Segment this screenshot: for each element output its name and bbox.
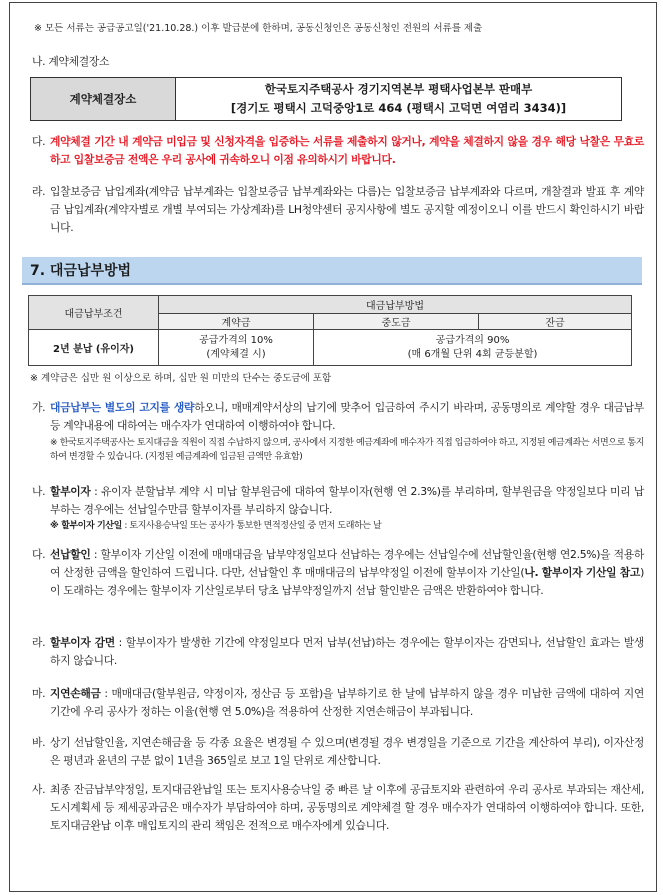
- contract-place-line2: [경기도 평택시 고덕중앙1로 464 (평택시 고덕면 여염리 3434)]: [230, 101, 567, 115]
- item-note: [50, 519, 644, 533]
- item-marker: 라.: [32, 185, 46, 198]
- item-marker: 라.: [32, 636, 46, 649]
- contract-place-line1: 한국토지주택공사 경기지역본부 평택사업본부 판매부: [264, 82, 533, 96]
- item-marker: 가.: [32, 401, 46, 414]
- remaining-line1: 공급가격의 90%: [435, 334, 510, 346]
- item-text: : 할부이자가 발생한 기간에 약정일보다 먼저 납부(선납)하는 경우에는 할부이자는 감면되나, 선납할인 효과는 발생하지 않습니다.: [50, 636, 644, 667]
- contract-place-header: 계약체결장소: [31, 78, 176, 121]
- item-text: 입찰보증금 납입계좌(계약금 납부계좌는 입찰보증금 납부계좌와는 다름)는 입찰보증금 납부계좌와 다르며, 개찰결과 발표 후 계약금 납입계좌(계약자별로 개별 부여되는 가상계좌)를 LH청약센터 공지사항에 별도 공지할 예정이오니 이를 반드시 확인하시기 바랍니다.: [50, 185, 644, 234]
- item-text: 최종 잔금납부약정일, 토지대금완납일 또는 토지사용승낙일 중 빠른 날 이후에 공급토지와 관련하여 우리 공사로 부과되는 재산세, 도시계획세 등 제세공과금은 매수자가 부담하여야 하며, 공동명의로 계약체결 할 경우 매수자가 연대하여 이행하여야 합니다. 또한, 토지대금완납 이후 매입토지의 관리 책임은 전적으로 매수자에게 있습니다.: [50, 783, 644, 832]
- item-ra2: [32, 634, 644, 670]
- item-marker: 마.: [32, 687, 46, 700]
- item-text: : 유이자 분할납부 계약 시 미납 할부원금에 대하여 할부이자(현행 연 2.3%)를 부리하며, 할부원금을 약정일보다 미리 납부하는 경우에는 선납일수만큼 할부이자를 부리하지 않습니다.: [50, 485, 644, 516]
- item-marker: 다.: [32, 548, 46, 561]
- item-term: 할부이자: [50, 485, 91, 498]
- document-notice-text: ※ 모든 서류는 공급공고일('21.10.28.) 이후 발급분에 한하며, 공동신청인은 공동신청인 전원의 서류를 제출: [34, 23, 483, 34]
- table-note-text: ※ 계약금은 십만 원 이상으로 하며, 십만 원 미만의 단수는 중도금에 포함: [30, 373, 332, 384]
- item-note-text: : 토지사용승낙일 또는 공사가 통보한 면적정산일 중 먼저 도래하는 날: [121, 521, 382, 531]
- item-ga: [32, 399, 644, 464]
- item-marker: 다.: [32, 135, 46, 148]
- item-na2: [32, 483, 644, 533]
- item-ba: [32, 734, 644, 770]
- item-ra: [32, 183, 644, 237]
- item-term: 지연손해금: [50, 687, 101, 700]
- payment-method-table: [28, 295, 632, 366]
- item-marker: 나.: [32, 485, 46, 498]
- payment-condition-cell: 2년 분납 (유이자): [29, 330, 159, 366]
- subheader-interim: 중도금: [314, 314, 479, 330]
- item-ma: [32, 685, 644, 721]
- document-notice: [34, 21, 644, 36]
- item-term: 선납할인: [50, 548, 91, 561]
- item-text-a: : 할부이자 기산일 이전에 매매대금을 납부약정일보다 선납하는 경우에는 선납일수에 선납할인율(현행 연2.5%)을 적용하여 산정한 금액을 할인하여 드립니다. 다만, 선납할인 후 매매대금의 납부약정일 이전에 할부이자 기산일(: [50, 548, 644, 579]
- subheader-deposit: 계약금: [159, 314, 314, 330]
- item-text: 하오니, 매매계약서상의 납기에 맞추어 입금하여 주시기 바라며, 공동명의로 계약할 경우 대금납부 등 계약내용에 대하여는 매수자가 연대하여 이행하여야 합니다.: [50, 401, 644, 432]
- item-marker: 사.: [32, 783, 46, 796]
- item-text: : 매매대금(할부원금, 약정이자, 정산금 등 포함)을 납부하기로 한 날에 납부하지 않을 경우 미납한 금액에 대하여 지연기간에 우리 공사가 정하는 이율(현행 연 5.0%)을 적용하여 산정한 지연손해금이 부과됩니다.: [50, 687, 644, 718]
- contract-place-table: [30, 77, 622, 121]
- contract-place-heading: [32, 53, 109, 71]
- document-page: [9, 2, 657, 892]
- payment-condition-header: 대금납부조건: [29, 296, 159, 330]
- remaining-cell: [314, 330, 632, 366]
- table-note: [30, 371, 640, 386]
- contract-place-value: [176, 78, 622, 121]
- item-marker: 바.: [32, 736, 46, 749]
- section-heading: 7. 대금납부방법: [22, 257, 642, 285]
- item-text-b: )이 도래하는 경우에는 할부이자 기산일로부터 당초 납부약정일까지 선납 할인받은 금액은 반환하여야 합니다.: [50, 566, 644, 597]
- item-highlight: 대금납부는 별도의 고지를 생략: [50, 401, 195, 414]
- deposit-line1: 공급가격의 10%: [199, 334, 273, 346]
- item-da2: [32, 546, 644, 600]
- item-note: ※ 한국토지주택공사는 토지대금을 직원이 직접 수납하지 않으며, 공사에서 지정한 예금계좌에 매수자가 직접 입금하여야 하고, 지정된 예금계좌는 서면으로 통지하여 변경할 수 있습니다. (지정된 예금계좌에 입금된 금액만 유효함): [50, 438, 644, 462]
- item-da: [32, 133, 644, 169]
- item-text-bold: 나. 할부이자 기산일 참고: [524, 566, 641, 579]
- payment-method-header: 대금납부방법: [159, 296, 632, 314]
- item-title: 계약체결장소: [48, 55, 110, 68]
- item-term: 할부이자 감면: [50, 636, 115, 649]
- item-sa: [32, 781, 644, 835]
- deposit-cell: [159, 330, 314, 366]
- item-text: 상기 선납할인율, 지연손해금율 등 각종 요율은 변경될 수 있으며(변경될 경우 변경일을 기준으로 기간을 계산하여 부리), 이자산정은 평년과 윤년의 구분 없이 1년을 365일로 보고 1일 단위로 계산합니다.: [50, 736, 644, 767]
- item-note-term: ※ 할부이자 기산일: [50, 521, 122, 531]
- deposit-line2: (계약체결 시): [206, 348, 266, 360]
- remaining-line2: (매 6개월 단위 4회 균등분할): [407, 348, 538, 360]
- item-marker: 나.: [32, 55, 46, 68]
- warning-text: 계약체결 기간 내 계약금 미입금 및 신청자격을 입증하는 서류를 제출하지 않거나, 계약을 체결하지 않을 경우 해당 낙찰은 무효로 하고 입찰보증금 전액은 우리 공사에 귀속하오니 이점 유의하시기 바랍니다.: [50, 135, 644, 166]
- subheader-balance: 잔금: [479, 314, 632, 330]
